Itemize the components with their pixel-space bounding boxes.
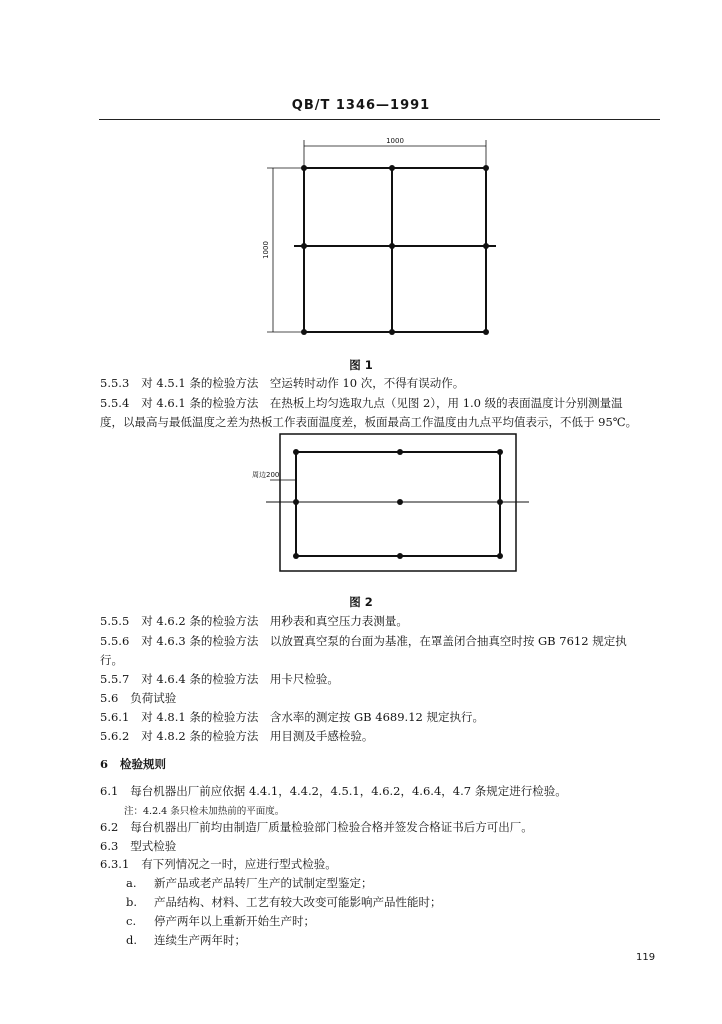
clause-text: 每台机器出厂前均由制造厂质量检验部门检验合格并签发合格证书后方可出厂。 xyxy=(130,820,533,834)
clause-text: 对 4.6.4 条的检验方法 用卡尺检验。 xyxy=(141,672,339,686)
paragraph-5-5-3 xyxy=(100,374,464,392)
page-header-standard-code: QB/T 1346—1991 xyxy=(291,98,431,113)
clause-number: 6.1 xyxy=(100,784,119,798)
fig1-point xyxy=(301,243,307,249)
clause-text: 型式检验 xyxy=(130,839,177,853)
fig1-measurement-points xyxy=(301,165,489,335)
fig2-point xyxy=(497,449,503,455)
fig2-point xyxy=(293,553,299,559)
fig2-edge-label: 周边200 xyxy=(252,471,280,479)
fig2-point xyxy=(497,499,503,505)
fig1-point xyxy=(483,329,489,335)
list-item-c xyxy=(126,912,315,930)
fig2-point xyxy=(397,499,403,505)
fig2-point xyxy=(293,499,299,505)
page-number: 119 xyxy=(636,952,656,963)
clause-number: 5.5.4 xyxy=(100,396,130,410)
figure-2-caption: 图 2 xyxy=(349,595,373,609)
clause-text: 检验规则 xyxy=(120,757,167,771)
clause-text: 对 4.8.1 条的检验方法 含水率的测定按 GB 4689.12 规定执行。 xyxy=(141,710,484,724)
clause-number: 5.6.1 xyxy=(100,710,130,724)
list-item-label: b. xyxy=(126,895,138,909)
section-6-heading xyxy=(100,755,166,773)
fig1-point xyxy=(389,165,395,171)
clause-number: 5.5.5 xyxy=(100,614,130,628)
note-6-1: 注：4.2.4 条只检未加热前的平面度。 xyxy=(124,806,285,817)
fig2-point xyxy=(497,553,503,559)
fig1-point xyxy=(301,329,307,335)
paragraph-5-5-6-line2: 行。 xyxy=(100,653,123,667)
list-item-label: d. xyxy=(126,933,138,947)
clause-number: 5.5.7 xyxy=(100,672,130,686)
clause-number: 5.5.3 xyxy=(100,376,130,390)
paragraph-5-5-7 xyxy=(100,670,339,688)
section-5-6-heading xyxy=(100,689,176,707)
section-6-3-heading xyxy=(100,837,176,855)
fig1-width-label: 1000 xyxy=(386,137,404,145)
clause-text: 对 4.5.1 条的检验方法 空运转时动作 10 次，不得有误动作。 xyxy=(141,376,465,390)
list-item-text: 新产品或老产品转厂生产的试制定型鉴定； xyxy=(154,876,373,890)
fig2-measurement-points xyxy=(293,449,503,559)
list-item-a xyxy=(126,874,373,892)
fig1-point xyxy=(483,243,489,249)
paragraph-5-5-4-line2: 度，以最高与最低温度之差为热板工作表面温度差，板面最高工作温度由九点平均值表示，不低于 95℃。 xyxy=(100,415,638,429)
paragraph-5-6-2 xyxy=(100,727,373,745)
paragraph-5-6-1 xyxy=(100,708,484,726)
list-item-d xyxy=(126,931,246,949)
fig2-point xyxy=(293,449,299,455)
paragraph-5-5-4-line1 xyxy=(100,394,623,412)
paragraph-5-5-5 xyxy=(100,612,408,630)
clause-text: 对 4.6.1 条的检验方法 在热板上均匀选取九点（见图 2），用 1.0 级的表面温度计分别测量温 xyxy=(141,396,623,410)
clause-number: 5.5.6 xyxy=(100,634,130,648)
fig2-point xyxy=(397,553,403,559)
paragraph-6-2 xyxy=(100,818,533,836)
list-item-text: 产品结构、材料、工艺有较大改变可能影响产品性能时； xyxy=(154,895,442,909)
fig1-height-label: 1000 xyxy=(262,241,270,259)
fig1-point xyxy=(389,329,395,335)
list-item-text: 停产两年以上重新开始生产时； xyxy=(154,914,315,928)
clause-text: 对 4.6.2 条的检验方法 用秒表和真空压力表测量。 xyxy=(141,614,408,628)
clause-number: 5.6.2 xyxy=(100,729,130,743)
clause-text: 对 4.8.2 条的检验方法 用目测及手感检验。 xyxy=(141,729,374,743)
fig1-point xyxy=(301,165,307,171)
fig2-point xyxy=(397,449,403,455)
fig1-outer-square xyxy=(304,168,486,332)
paragraph-5-5-6-line1 xyxy=(100,632,627,650)
list-item-b xyxy=(126,893,442,911)
list-item-text: 连续生产两年时； xyxy=(154,933,246,947)
clause-text: 对 4.6.3 条的检验方法 以放置真空泵的台面为基准，在罩盖闭合抽真空时按 GB 7612 规定执 xyxy=(141,634,627,648)
clause-text: 负荷试验 xyxy=(130,691,177,705)
clause-number: 6.3.1 xyxy=(100,857,130,871)
fig1-point xyxy=(389,243,395,249)
clause-number: 6.3 xyxy=(100,839,119,853)
clause-number: 5.6 xyxy=(100,691,119,705)
paragraph-6-1 xyxy=(100,782,567,800)
figure-1-caption: 图 1 xyxy=(349,358,373,372)
clause-number: 6 xyxy=(100,757,109,771)
fig1-point xyxy=(483,165,489,171)
list-item-label: c. xyxy=(126,914,137,928)
clause-text: 每台机器出厂前应依据 4.4.1，4.4.2，4.5.1，4.6.2，4.6.4，4.7 条规定进行检验。 xyxy=(130,784,567,798)
paragraph-6-3-1 xyxy=(100,855,337,873)
clause-number: 6.2 xyxy=(100,820,119,834)
clause-text: 有下列情况之一时，应进行型式检验。 xyxy=(141,857,337,871)
list-item-label: a. xyxy=(126,876,137,890)
